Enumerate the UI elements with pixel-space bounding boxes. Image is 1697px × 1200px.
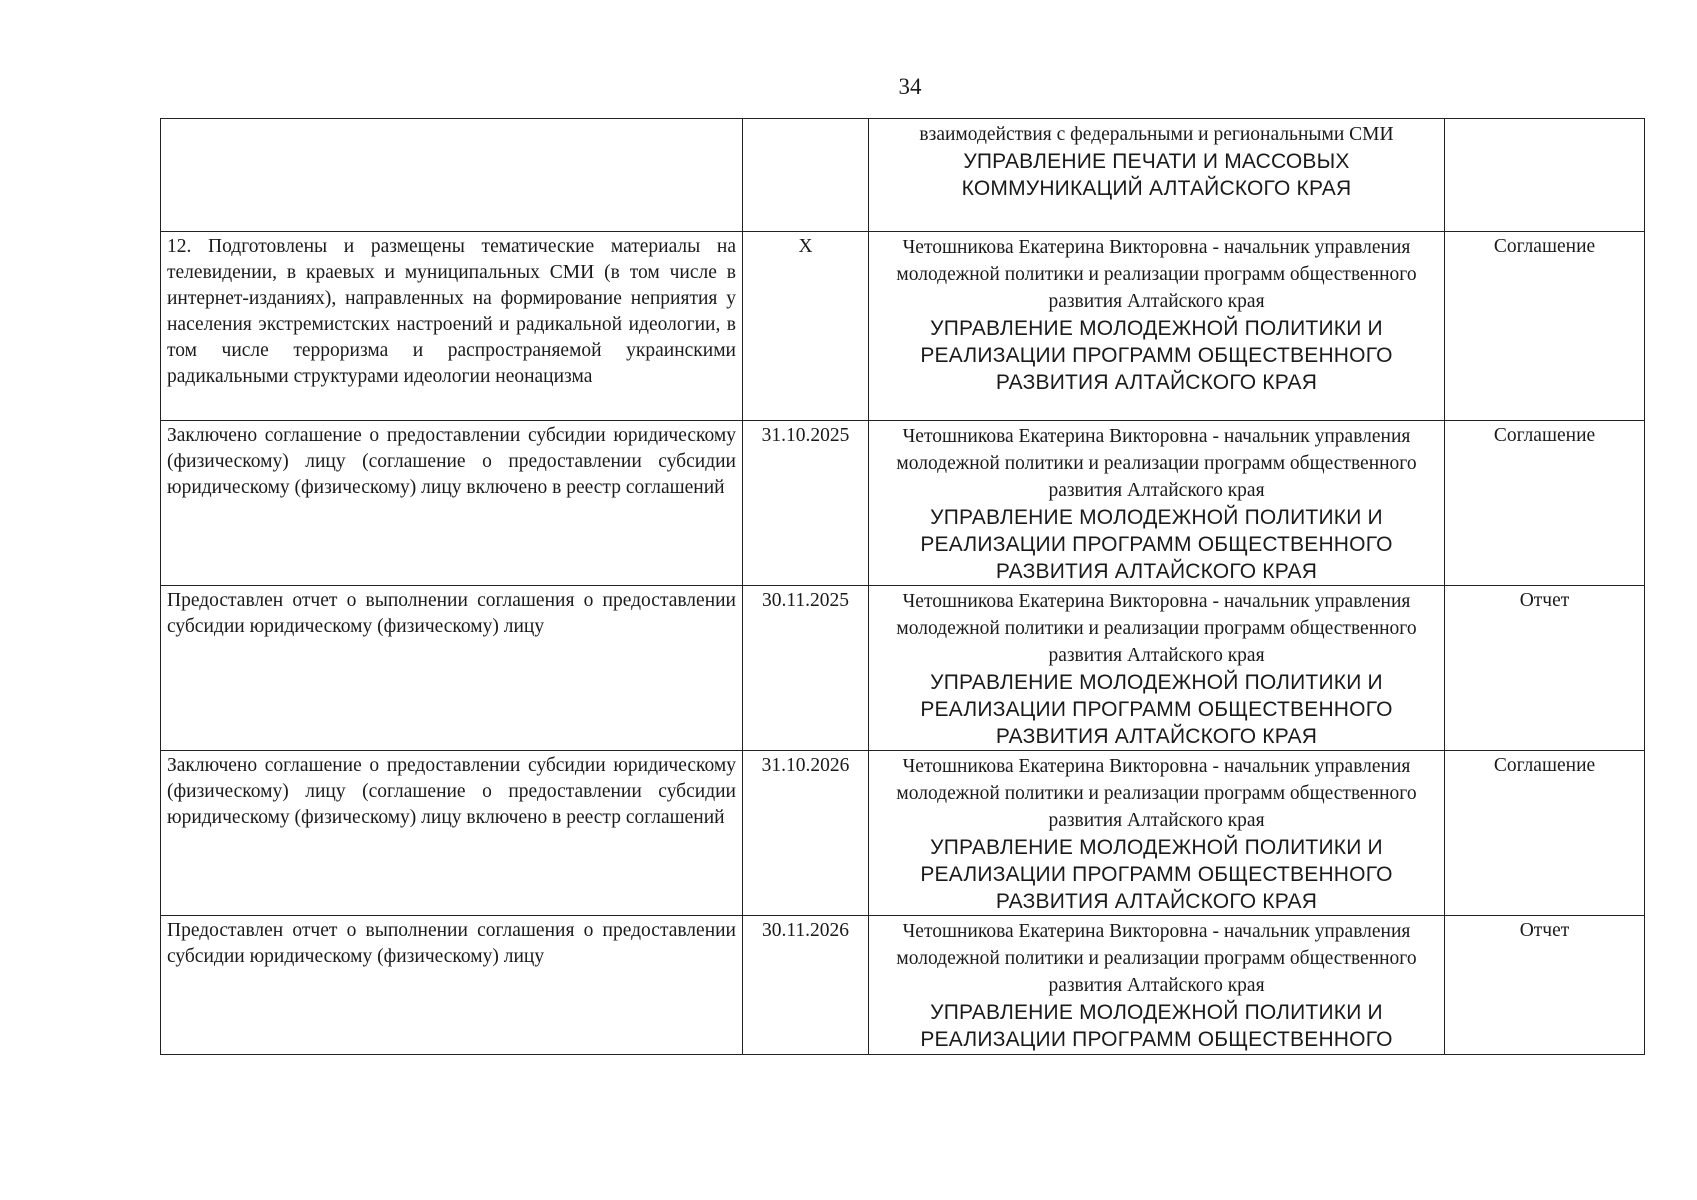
document-type: Соглашение	[1445, 421, 1645, 586]
responsible-person: Четошникова Екатерина Викторовна - начальник управления молодежной политики и реализации программ общественного развития Алтайского края	[896, 237, 1417, 312]
measure-description: Предоставлен отчет о выполнении соглашения о предоставлении субсидии юридическому (физическому) лицу	[161, 916, 743, 1055]
responsible-person: Четошникова Екатерина Викторовна - начальник управления молодежной политики и реализации программ общественного развития Алтайского края	[896, 921, 1417, 996]
table-row	[161, 421, 1645, 586]
deadline-date: 30.11.2025	[743, 586, 869, 751]
responsible-org: УПРАВЛЕНИЕ МОЛОДЕЖНОЙ ПОЛИТИКИ И РЕАЛИЗАЦИИ ПРОГРАММ ОБЩЕСТВЕННОГО РАЗВИТИЯ АЛТАЙСКОГО КРАЯ	[920, 317, 1393, 394]
measure-description	[161, 119, 743, 232]
responsible-person: Четошникова Екатерина Викторовна - начальник управления молодежной политики и реализации программ общественного развития Алтайского края	[896, 426, 1417, 501]
measure-description: Предоставлен отчет о выполнении соглашения о предоставлении субсидии юридическому (физическому) лицу	[161, 586, 743, 751]
responsible-cell	[869, 119, 1445, 232]
responsible-person: Четошникова Екатерина Викторовна - начальник управления молодежной политики и реализации программ общественного развития Алтайского края	[896, 756, 1417, 831]
document-type: Соглашение	[1445, 751, 1645, 916]
document-type: Отчет	[1445, 916, 1645, 1055]
table-row	[161, 751, 1645, 916]
responsible-cell	[869, 916, 1445, 1055]
responsible-person: Четошникова Екатерина Викторовна - начальник управления молодежной политики и реализации программ общественного развития Алтайского края	[896, 591, 1417, 666]
responsible-org: УПРАВЛЕНИЕ МОЛОДЕЖНОЙ ПОЛИТИКИ И РЕАЛИЗАЦИИ ПРОГРАММ ОБЩЕСТВЕННОГО	[920, 1001, 1393, 1051]
responsible-org: УПРАВЛЕНИЕ МОЛОДЕЖНОЙ ПОЛИТИКИ И РЕАЛИЗАЦИИ ПРОГРАММ ОБЩЕСТВЕННОГО РАЗВИТИЯ АЛТАЙСКОГО КРАЯ	[920, 671, 1393, 748]
responsible-cell	[869, 421, 1445, 586]
measure-description: Заключено соглашение о предоставлении субсидии юридическому (физическому) лицу (соглашение о предоставлении субсидии юридическому (физическому) лицу включено в реестр соглашений	[161, 751, 743, 916]
deadline-date: 30.11.2026	[743, 916, 869, 1055]
document-type: Соглашение	[1445, 232, 1645, 421]
table-row	[161, 586, 1645, 751]
document-type	[1445, 119, 1645, 232]
measure-description: 12. Подготовлены и размещены тематические материалы на телевидении, в краевых и муниципальных СМИ (в том числе в интернет-изданиях), направленных на формирование неприятия у населения экстремистских настроений и радикальной идеологии, в том числе терроризма и распространяемой украинскими радикальными структурами идеологии неонацизма	[161, 232, 743, 421]
measure-description: Заключено соглашение о предоставлении субсидии юридическому (физическому) лицу (соглашение о предоставлении субсидии юридическому (физическому) лицу включено в реестр соглашений	[161, 421, 743, 586]
responsible-cell	[869, 751, 1445, 916]
table-row	[161, 916, 1645, 1055]
table-row	[161, 119, 1645, 232]
deadline-date: 31.10.2026	[743, 751, 869, 916]
responsible-cell	[869, 232, 1445, 421]
responsible-cell	[869, 586, 1445, 751]
responsible-org: УПРАВЛЕНИЕ МОЛОДЕЖНОЙ ПОЛИТИКИ И РЕАЛИЗАЦИИ ПРОГРАММ ОБЩЕСТВЕННОГО РАЗВИТИЯ АЛТАЙСКОГО КРАЯ	[920, 506, 1393, 583]
deadline-date: 31.10.2025	[743, 421, 869, 586]
responsible-org: УПРАВЛЕНИЕ МОЛОДЕЖНОЙ ПОЛИТИКИ И РЕАЛИЗАЦИИ ПРОГРАММ ОБЩЕСТВЕННОГО РАЗВИТИЯ АЛТАЙСКОГО КРАЯ	[920, 836, 1393, 913]
responsible-org: УПРАВЛЕНИЕ ПЕЧАТИ И МАССОВЫХ КОММУНИКАЦИЙ АЛТАЙСКОГО КРАЯ	[961, 150, 1352, 200]
page-number: 34	[898, 74, 922, 99]
document-type: Отчет	[1445, 586, 1645, 751]
table-row	[161, 232, 1645, 421]
deadline-date	[743, 119, 869, 232]
responsible-person: взаимодействия с федеральными и региональными СМИ	[919, 124, 1394, 145]
deadline-date: X	[743, 232, 869, 421]
measures-table	[160, 118, 1645, 1055]
